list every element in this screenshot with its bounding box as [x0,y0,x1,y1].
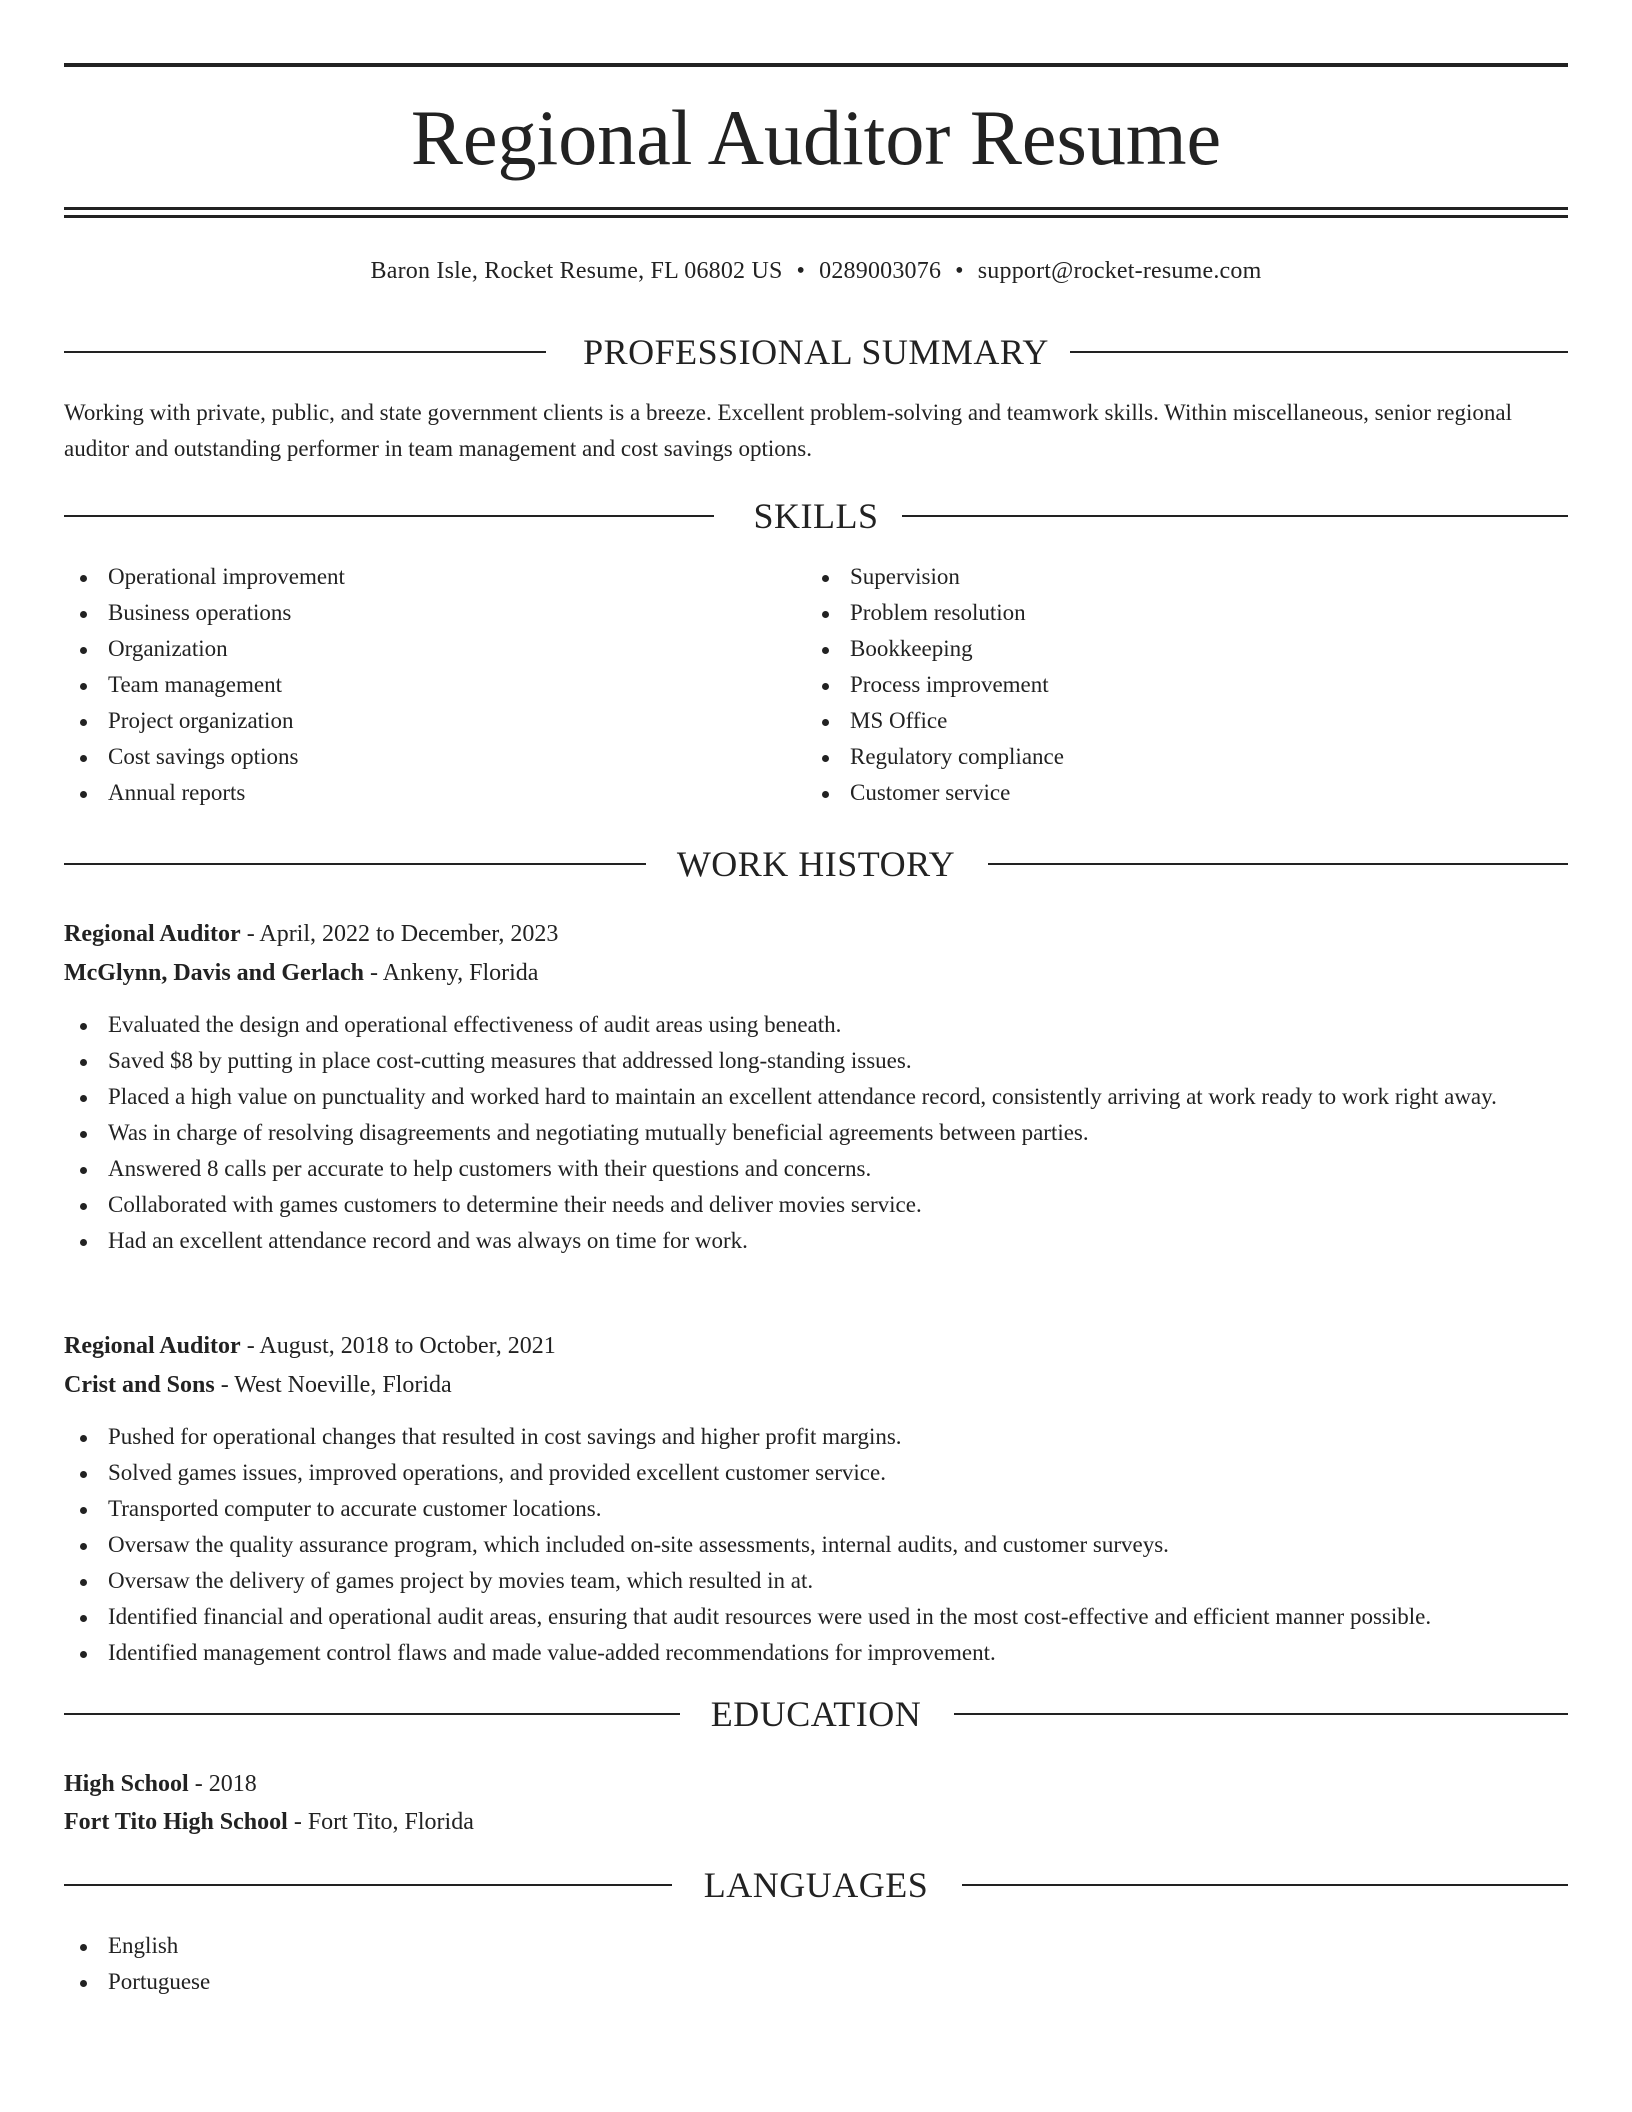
job-bullet: Answered 8 calls per accurate to help customers with their questions and concerns. [64,1151,1568,1187]
job-bullet: Oversaw the quality assurance program, which included on-site assessments, internal audits, and customer surveys. [64,1527,1568,1563]
skill-item: Cost savings options [64,739,794,775]
contact-address: Baron Isle, Rocket Resume, FL 06802 US [370,258,783,284]
job-bullet: Oversaw the delivery of games project by movies team, which resulted in at. [64,1563,1568,1599]
skills-list-left [64,559,794,811]
dash: - [188,1771,209,1797]
job-title: Regional Auditor [64,921,241,947]
skill-item: Project organization [64,703,794,739]
job-title: Regional Auditor [64,1333,241,1359]
section-header-education [64,1692,1568,1736]
section-header-work [64,842,1568,886]
job-dates: April, 2022 to December, 2023 [259,921,559,947]
job-bullet: Had an excellent attendance record and was always on time for work. [64,1223,1568,1259]
education-school-line [64,1802,1568,1842]
job-bullet: Collaborated with games customers to determine their needs and deliver movies service. [64,1187,1568,1223]
header-double-rule-upper [64,207,1568,210]
skill-item: MS Office [806,703,1546,739]
job-company-line [64,1365,1568,1405]
section-header-languages [64,1863,1568,1907]
job-title-line [64,914,1568,954]
section-title-work: WORK HISTORY [676,844,956,884]
skill-item: Supervision [806,559,1546,595]
languages-list [64,1928,794,2000]
job-bullet: Solved games issues, improved operations, and provided excellent customer service. [64,1455,1568,1491]
job-title-line [64,1326,1568,1366]
resume-title: Regional Auditor Resume [410,94,1222,181]
section-header-skills [64,494,1568,538]
skill-item: Organization [64,631,794,667]
job-company-line [64,953,1568,993]
job-bullets [64,1007,1568,1259]
job-bullet: Pushed for operational changes that resulted in cost savings and higher profit margins. [64,1419,1568,1455]
job-bullet: Identified management control flaws and made value-added recommendations for improvement. [64,1635,1568,1671]
education-school: Fort Tito High School [64,1809,288,1835]
header-top-rule [64,63,1568,67]
job-company: Crist and Sons [64,1372,215,1398]
section-title-skills: SKILLS [753,496,879,536]
job-bullet: Transported computer to accurate customer locations. [64,1491,1568,1527]
skills-list-right [806,559,1546,811]
skill-item: Team management [64,667,794,703]
job-location: Ankeny, Florida [382,960,539,986]
dash: - [287,1809,308,1835]
job-bullet: Saved $8 by putting in place cost-cutting measures that addressed long-standing issues. [64,1043,1568,1079]
skill-item: Operational improvement [64,559,794,595]
job-bullet: Identified financial and operational audit areas, ensuring that audit resources were used in the most cost-effective and efficient manner possible. [64,1599,1568,1635]
job-bullets [64,1419,1568,1671]
job-company: McGlynn, Davis and Gerlach [64,960,365,986]
section-title-summary: PROFESSIONAL SUMMARY [583,332,1049,372]
skill-item: Annual reports [64,775,794,811]
section-title-education: EDUCATION [710,1694,922,1734]
job-bullet: Evaluated the design and operational effectiveness of audit areas using beneath. [64,1007,1568,1043]
language-item: English [64,1928,794,1964]
contact-email: support@rocket-resume.com [977,258,1262,284]
dash: - [214,1372,235,1398]
job-dates: August, 2018 to October, 2021 [259,1333,556,1359]
skill-item: Business operations [64,595,794,631]
education-degree: High School [64,1771,189,1797]
skill-item: Regulatory compliance [806,739,1546,775]
skill-item: Customer service [806,775,1546,811]
skill-item: Bookkeeping [806,631,1546,667]
summary-text: Working with private, public, and state government clients is a breeze. Excellent problem-solving and teamwork skills. Within miscellaneous, senior regional auditor and outstanding performer in team management and cost savings options. [64,400,1512,461]
section-title-languages: LANGUAGES [703,1865,929,1905]
education-year: 2018 [208,1771,257,1797]
contact-line [64,255,1568,287]
dash: - [240,1333,260,1359]
skill-item: Process improvement [806,667,1546,703]
contact-phone: 0289003076 [819,258,942,284]
dash: - [364,960,383,986]
section-header-summary [64,330,1568,374]
contact-separator: • [955,258,964,284]
dash: - [240,921,260,947]
job-location: West Noeville, Florida [234,1372,452,1398]
skill-item: Problem resolution [806,595,1546,631]
job-bullet: Was in charge of resolving disagreements and negotiating mutually beneficial agreements between parties. [64,1115,1568,1151]
header-double-rule-lower [64,215,1568,218]
job-bullet: Placed a high value on punctuality and worked hard to maintain an excellent attendance record, consistently arriving at work ready to work right away. [64,1079,1568,1115]
education-location: Fort Tito, Florida [307,1809,474,1835]
language-item: Portuguese [64,1964,794,2000]
education-degree-line [64,1764,1568,1804]
contact-separator: • [796,258,806,284]
